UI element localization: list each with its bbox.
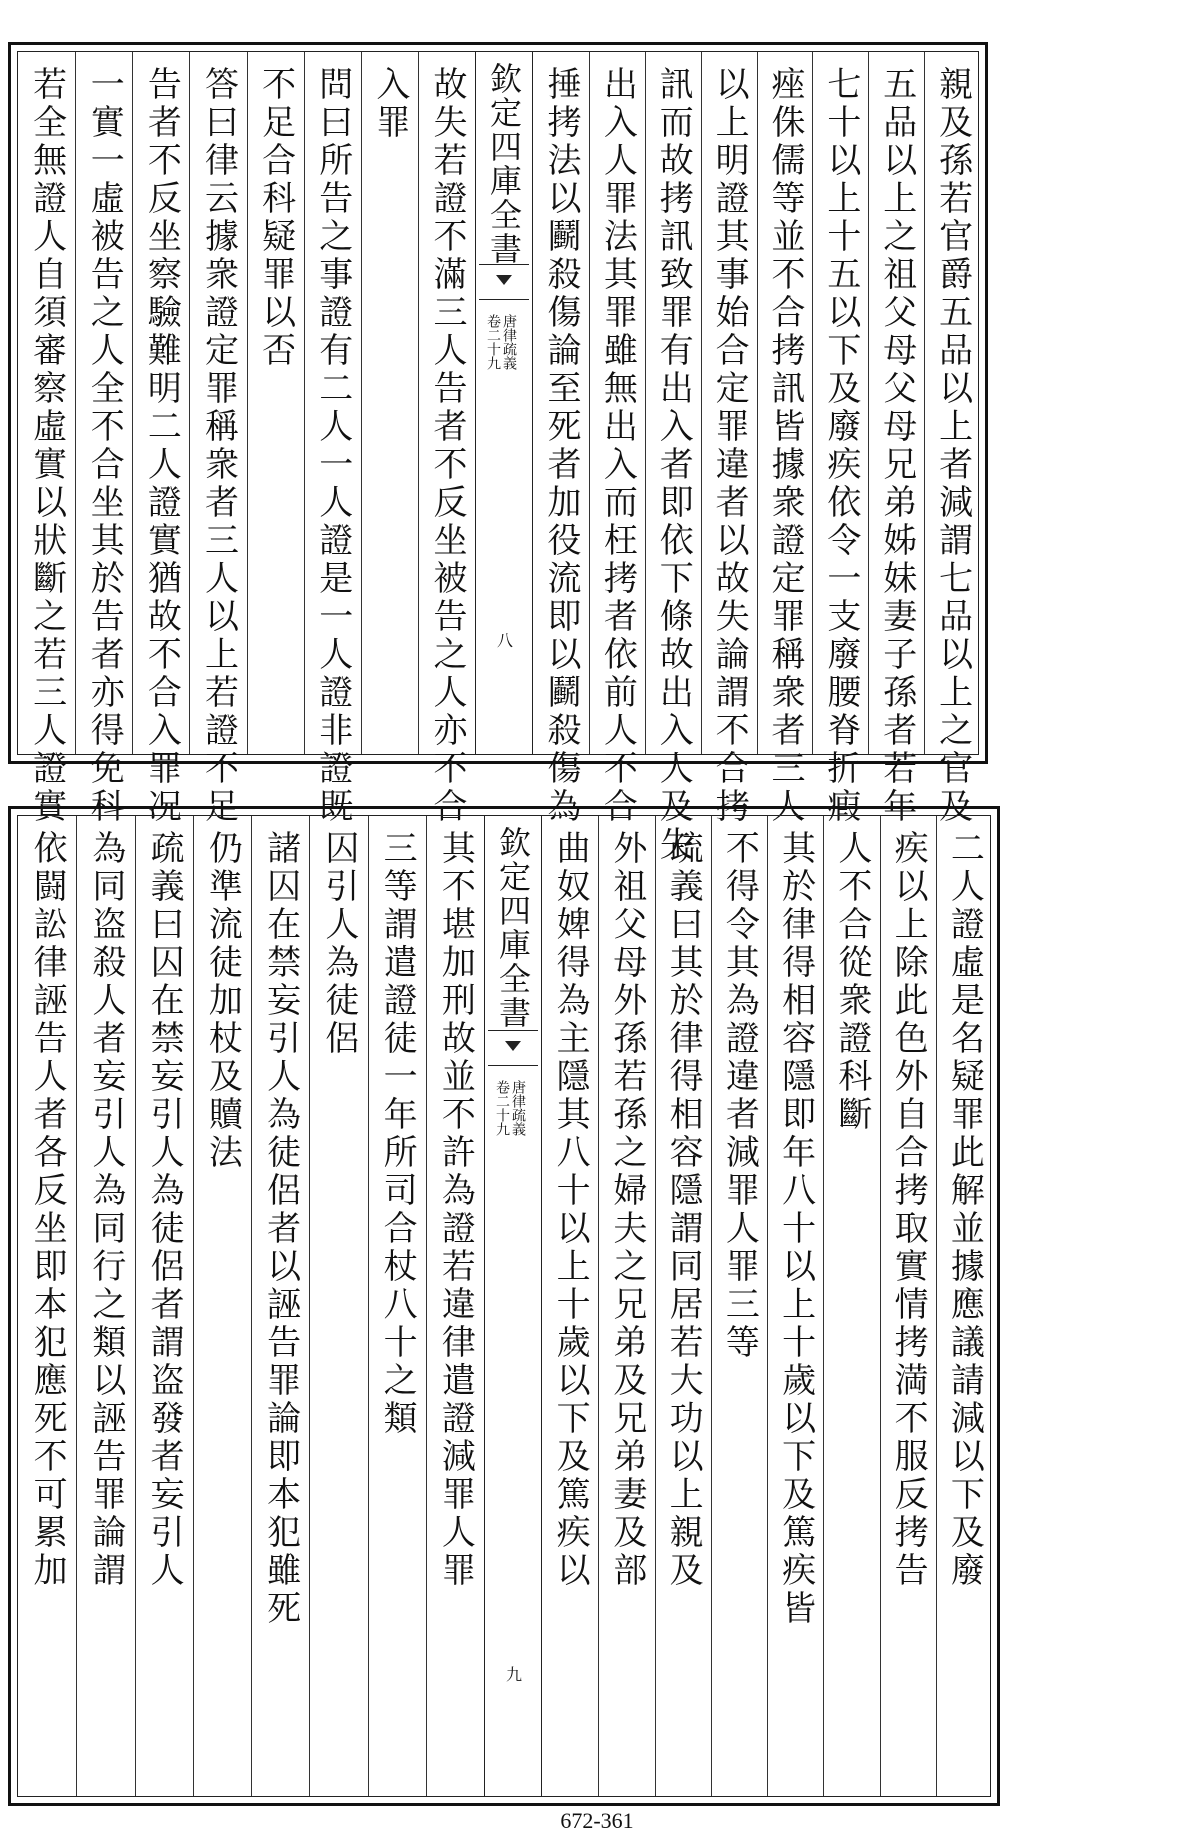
text-column (589, 52, 645, 826)
column-text: 答曰律云據衆證定罪稱衆者三人以上若證不足 (198, 66, 239, 826)
column-text: 疏義曰囚在禁妄引人為徒侶者謂盗發者妄引人 (144, 830, 185, 1590)
text-column (598, 816, 654, 1796)
column-text: 痤侏儒等並不合拷訊皆據衆證定罪稱衆者三人 (764, 66, 805, 826)
column-text: 捶拷法以鬬殺傷論至死者加役流即以鬬殺傷為 (540, 66, 581, 826)
text-column (880, 816, 936, 1796)
column-text: 三等謂遣證徒一年所司合杖八十之類 (377, 830, 418, 1438)
text-column (193, 816, 251, 1796)
text-column (132, 52, 189, 826)
column-text: 疾以上除此色外自合拷取實情拷満不服反拷告 (888, 830, 929, 1590)
text-column (542, 816, 598, 1796)
text-column (309, 816, 367, 1796)
lower-center-fold (484, 816, 542, 1796)
fish-tail-mark (479, 264, 529, 300)
lower-page-frame (17, 815, 991, 1797)
column-text: 不足合科疑罪以否 (255, 66, 296, 370)
column-text: 訊而故拷訊致罪有出入者即依下條故出入人及失 (653, 66, 694, 864)
text-column (924, 52, 980, 826)
column-text: 親及孫若官爵五品以上者減謂七品以上之官及 (932, 66, 973, 826)
column-text: 曲奴婢得為主隱其八十以上十歲以下及篤疾以 (550, 830, 591, 1590)
column-text: 故失若證不滿三人告者不反坐被告之人亦不合 (426, 66, 467, 826)
column-text: 若全無證人自須審察虛實以狀斷之若三人證實 (26, 66, 67, 826)
text-column (304, 52, 361, 826)
column-text: 依闘訟律誣告人者各反坐即本犯應死不可累加 (27, 830, 68, 1590)
column-text: 問曰所告之事證有二人一人證是一人證非證既 (312, 66, 353, 826)
upper-sub-title: 卷二十九 唐律疏義 (485, 314, 517, 370)
text-column (368, 816, 426, 1796)
column-text: 為同盗殺人者妄引人為同行之類以誣告罪論謂 (85, 830, 126, 1590)
text-column (76, 816, 134, 1796)
column-text: 以上明證其事始合定罪違者以故失論謂不合拷 (709, 66, 750, 826)
text-column (426, 816, 484, 1796)
column-text: 人不合從衆證科斷 (831, 830, 872, 1134)
text-column (701, 52, 757, 826)
column-text: 仍準流徒加杖及贖法 (202, 830, 243, 1172)
upper-center-fold (475, 52, 533, 754)
column-text: 外祖父母外孫若孫之婦夫之兄弟及兄弟妻及部 (606, 830, 647, 1590)
text-column (868, 52, 924, 826)
column-text: 一實一虛被告之人全不合坐其於告者亦得免科 (84, 66, 125, 826)
upper-page-number: 八 (494, 632, 514, 648)
text-column (189, 52, 246, 826)
text-column (936, 816, 992, 1796)
text-column (655, 816, 711, 1796)
upper-page-frame (17, 51, 979, 864)
text-column (247, 52, 304, 754)
column-text: 五品以上之祖父母父母兄弟姊妹妻子孫者若年 (876, 66, 917, 826)
column-text: 不得令其為證違者減罪人罪三等 (719, 830, 760, 1362)
lower-page (8, 806, 1000, 1806)
text-column (711, 816, 767, 1796)
fish-tail-mark (488, 1030, 538, 1066)
lower-book-title: 欽定四庫全書 (494, 826, 532, 1030)
text-column (18, 816, 76, 1796)
text-column (251, 816, 309, 1796)
text-column (812, 52, 868, 826)
text-column (767, 816, 823, 1796)
upper-book-title: 欽定四庫全書 (485, 62, 523, 266)
text-column (533, 52, 589, 826)
column-text: 疏義曰其於律得相容隱謂同居若大功以上親及 (663, 830, 704, 1590)
column-text: 囚引人為徒侶 (318, 830, 359, 1058)
text-column (75, 52, 132, 826)
text-column (418, 52, 475, 826)
column-text: 七十以上十五以下及廢疾依令一支廢腰脊折瘕 (820, 66, 861, 826)
text-column (135, 816, 193, 1796)
text-column (823, 816, 879, 1796)
column-text: 告者不反坐察驗難明二人證實猶故不合入罪况 (141, 66, 182, 826)
text-column (361, 52, 418, 754)
text-column (18, 52, 75, 826)
column-text: 其不堪加刑故並不許為證若違律遣證減罪人罪 (435, 830, 476, 1590)
column-text: 其於律得相容隱即年八十以上十歲以下及篤疾皆 (775, 830, 816, 1628)
column-text: 二人證虛是名疑罪此解並據應議請減以下及廢 (944, 830, 985, 1590)
column-text: 入罪 (369, 66, 410, 142)
column-text: 諸囚在禁妄引人為徒侶者以誣告罪論即本犯雖死 (260, 830, 301, 1628)
text-column (645, 52, 701, 864)
column-text: 出入人罪法其罪雖無出入而枉拷者依前人不合 (597, 66, 638, 826)
lower-page-number: 九 (503, 1666, 523, 1682)
upper-page (8, 42, 988, 864)
text-column (757, 52, 813, 826)
footer-page-code: 672-361 (560, 1808, 634, 1833)
lower-sub-title: 卷二十九 唐律疏義 (494, 1080, 526, 1136)
